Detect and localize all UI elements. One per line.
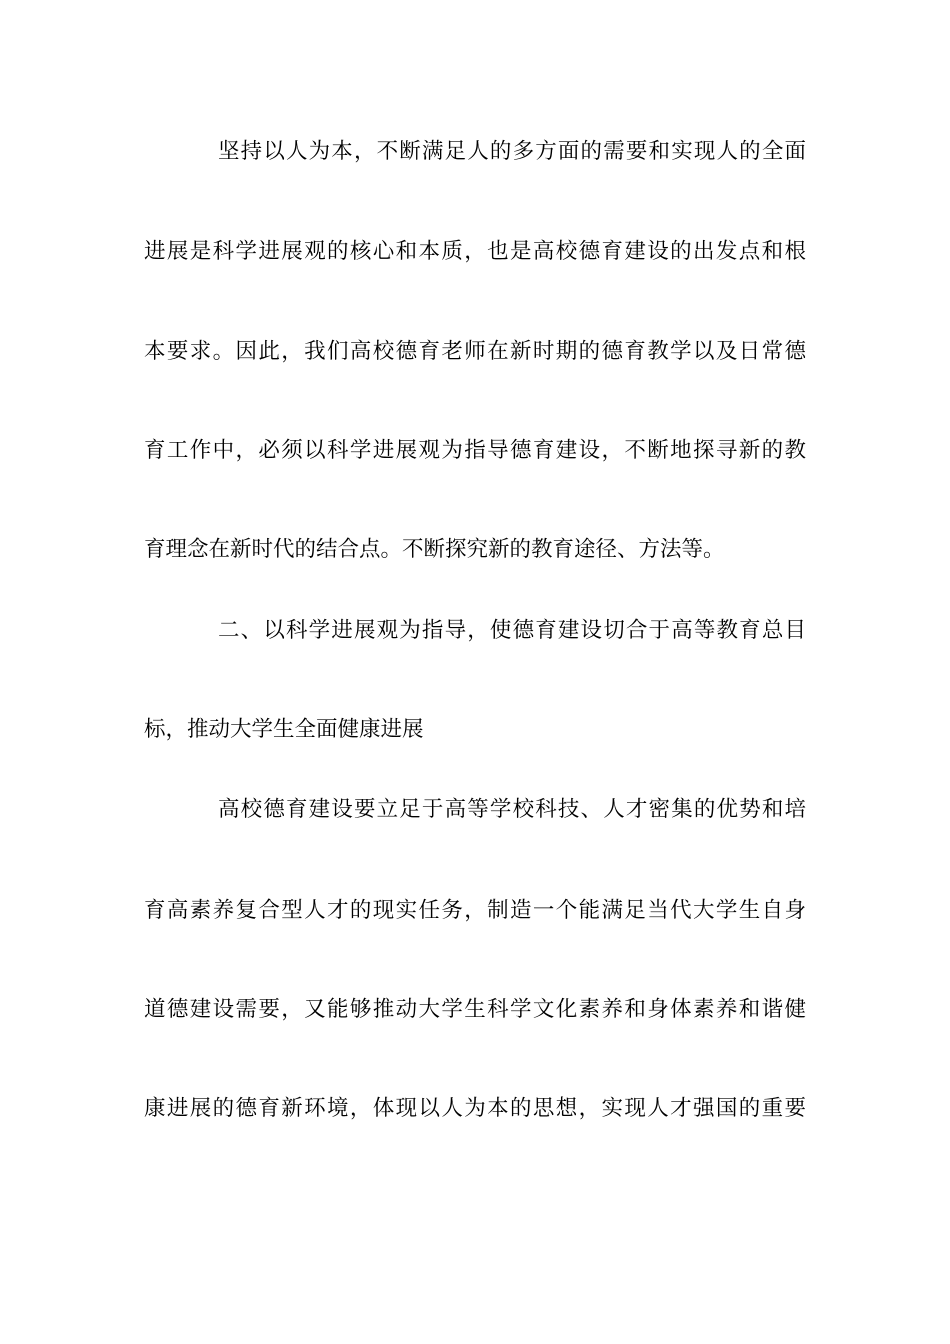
paragraph-1-line-2: 进展是科学进展观的核心和本质，也是高校德育建设的出发点和根	[144, 239, 806, 264]
paragraph-2-line-3: 道德建设需要，又能够推动大学生科学文化素养和身体素养和谐健	[144, 997, 806, 1022]
paragraph-1-line-5: 育理念在新时代的结合点。不断探究新的教育途径、方法等。	[144, 537, 725, 562]
section-heading-line-2: 标，推动大学生全面健康进展	[144, 717, 424, 742]
paragraph-2-line-4: 康进展的德育新环境，体现以人为本的思想，实现人才强国的重要	[144, 1096, 806, 1121]
paragraph-2-line-1: 高校德育建设要立足于高等学校科技、人才密集的优势和培	[218, 797, 806, 822]
paragraph-1-line-1: 坚持以人为本，不断满足人的多方面的需要和实现人的全面	[218, 139, 806, 164]
paragraph-1-line-3: 本要求。因此，我们高校德育老师在新时期的德育教学以及日常德	[144, 339, 806, 364]
paragraph-2-line-2: 育高素养复合型人才的现实任务，制造一个能满足当代大学生自身	[144, 898, 806, 923]
section-heading-line-1: 二、以科学进展观为指导，使德育建设切合于高等教育总目	[218, 618, 806, 643]
paragraph-1-line-4: 育工作中，必须以科学进展观为指导德育建设，不断地探寻新的教	[144, 438, 806, 463]
